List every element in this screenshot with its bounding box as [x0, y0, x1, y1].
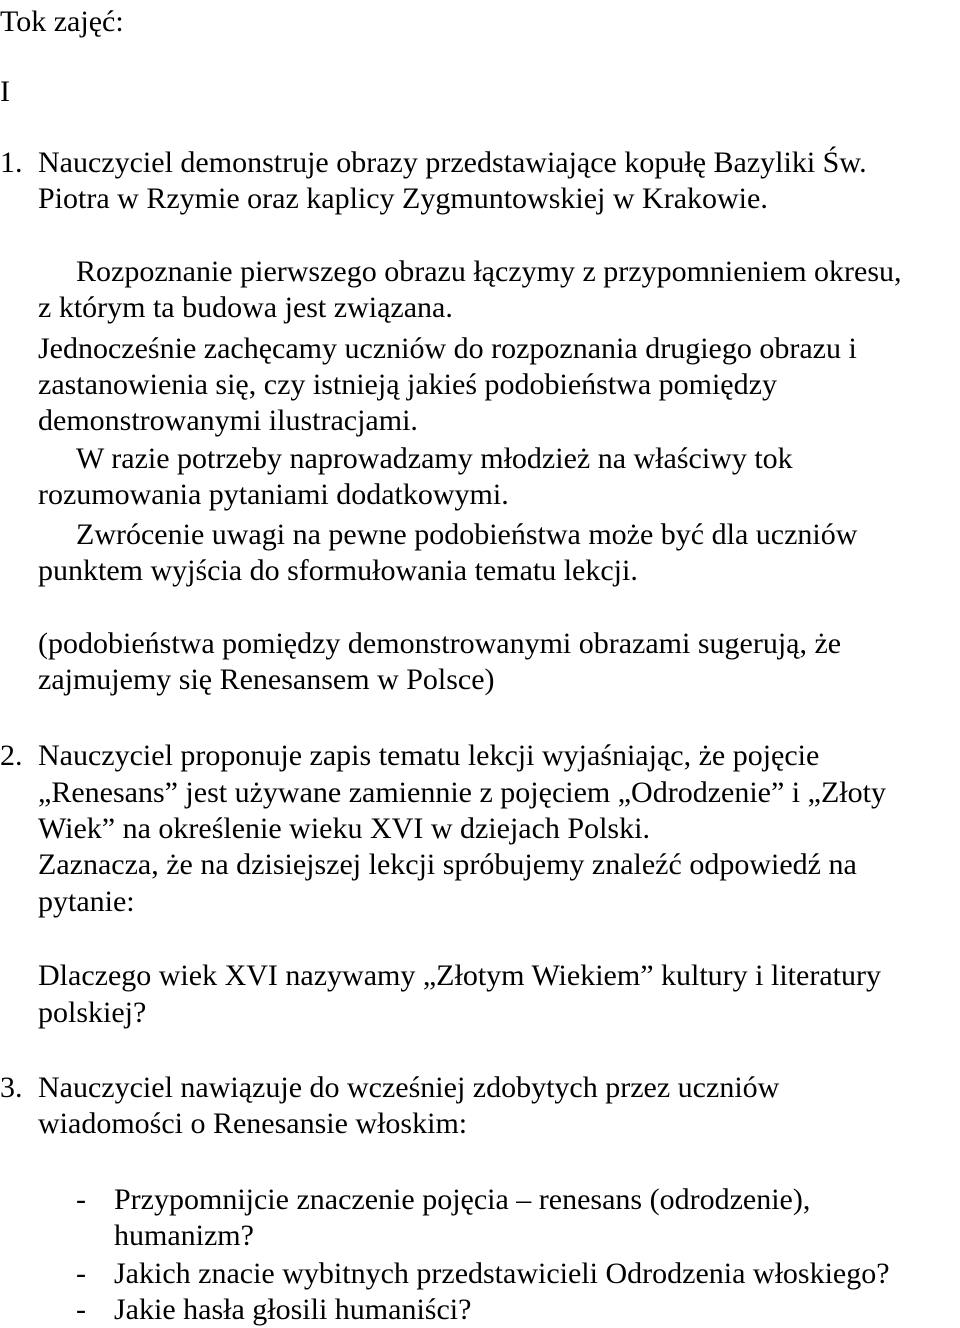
item-3-number: 3.: [0, 1071, 23, 1104]
item-1-line: rozumowania pytaniami dodatkowymi.: [38, 478, 509, 511]
item-2-line: pytanie:: [38, 885, 135, 918]
item-1-line: W razie potrzeby naprowadzamy młodzież na właściwy tok: [76, 442, 793, 475]
item-3-line: wiadomości o Renesansie włoskim:: [38, 1107, 468, 1140]
bullet-dash: -: [76, 1293, 86, 1326]
item-1-line: (podobieństwa pomiędzy demonstrowanymi obrazami sugerują, że: [38, 627, 842, 660]
item-1-line: Zwrócenie uwagi na pewne podobieństwa może być dla uczniów: [76, 518, 858, 551]
item-1-line: zajmujemy się Renesansem w Polsce): [38, 663, 495, 696]
item-2-number: 2.: [0, 739, 23, 772]
bullet-dash: -: [76, 1183, 86, 1216]
item-1-line: zastanowienia się, czy istnieją jakieś podobieństwa pomiędzy: [38, 368, 777, 401]
item-1-line: demonstrowanymi ilustracjami.: [38, 404, 418, 437]
section-marker: I: [0, 75, 10, 108]
bullet-text: Jakie hasła głosili humaniści?: [114, 1293, 472, 1326]
item-1-line: Nauczyciel demonstruje obrazy przedstawiające kopułę Bazyliki Św.: [38, 146, 867, 179]
item-1-line: z którym ta budowa jest związana.: [38, 291, 453, 324]
bullet-text: humanizm?: [114, 1219, 254, 1252]
item-2-question: Dlaczego wiek XVI nazywamy „Złotym Wiekiem” kultury i literatury: [38, 959, 881, 992]
item-2-line: Zaznacza, że na dzisiejszej lekcji spróbujemy znaleźć odpowiedź na: [38, 848, 857, 881]
item-2-line: „Renesans” jest używane zamiennie z pojęciem „Odrodzenie” i „Złoty: [38, 776, 886, 809]
item-3-line: Nauczyciel nawiązuje do wcześniej zdobytych przez uczniów: [38, 1071, 780, 1104]
bullet-text: Przypomnijcie znaczenie pojęcia – renesans (odrodzenie),: [114, 1183, 811, 1216]
item-1-line: Piotra w Rzymie oraz kaplicy Zygmuntowskiej w Krakowie.: [38, 182, 768, 215]
item-1-number: 1.: [0, 146, 23, 179]
item-1-line: Jednocześnie zachęcamy uczniów do rozpoznania drugiego obrazu i: [38, 332, 857, 365]
item-2-line: Nauczyciel proponuje zapis tematu lekcji wyjaśniając, że pojęcie: [38, 739, 820, 772]
item-2-line: Wiek” na określenie wieku XVI w dziejach Polski.: [38, 812, 650, 845]
heading: Tok zajęć:: [0, 5, 124, 38]
item-1-line: punktem wyjścia do sformułowania tematu lekcji.: [38, 554, 638, 587]
bullet-dash: -: [76, 1257, 86, 1290]
item-1-line: Rozpoznanie pierwszego obrazu łączymy z przypomnieniem okresu,: [76, 255, 902, 288]
item-2-question: polskiej?: [38, 996, 147, 1029]
bullet-text: Jakich znacie wybitnych przedstawicieli Odrodzenia włoskiego?: [114, 1257, 890, 1290]
